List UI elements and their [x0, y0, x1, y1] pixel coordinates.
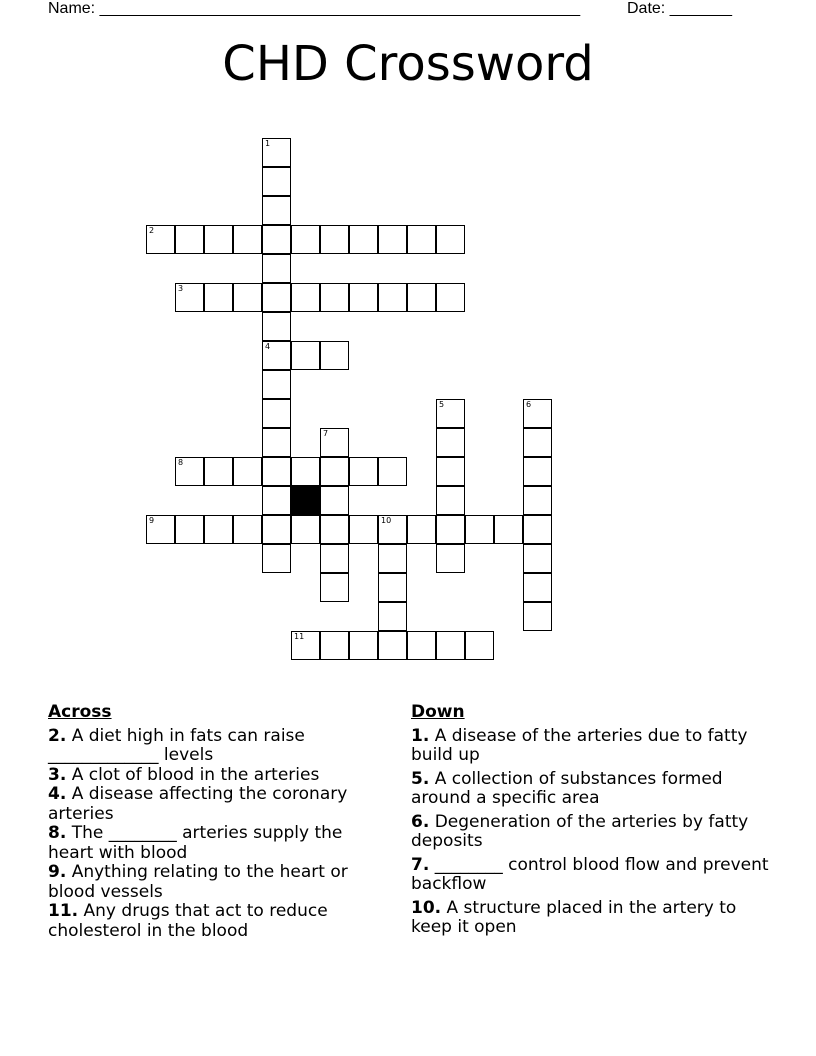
grid-cell[interactable] — [523, 544, 552, 573]
down-clue-list — [411, 727, 771, 938]
across-clue — [48, 766, 388, 786]
grid-cell[interactable] — [465, 515, 494, 544]
grid-cell[interactable] — [146, 515, 175, 544]
grid-cell[interactable] — [436, 428, 465, 457]
clue-number: 4 — [265, 342, 271, 351]
grid-cell[interactable] — [262, 544, 291, 573]
clue-text: A structure placed in the artery to keep it open — [411, 897, 737, 937]
grid-cell[interactable] — [204, 515, 233, 544]
down-clue — [411, 770, 771, 809]
grid-cell[interactable] — [291, 341, 320, 370]
grid-cell[interactable] — [523, 573, 552, 602]
grid-cell[interactable] — [291, 631, 320, 660]
across-clue-list — [48, 727, 388, 942]
date-field-label: Date: _______ — [627, 0, 732, 17]
down-clue — [411, 899, 771, 938]
down-clue — [411, 856, 771, 895]
grid-cell[interactable] — [523, 428, 552, 457]
clue-number-label: 4. — [48, 784, 67, 804]
grid-cell[interactable] — [378, 544, 407, 573]
down-clue — [411, 813, 771, 852]
grid-cell[interactable] — [378, 283, 407, 312]
across-heading: Across — [48, 702, 112, 722]
down-clue — [411, 727, 771, 766]
across-clue — [48, 727, 388, 766]
grid-cell[interactable] — [262, 399, 291, 428]
clue-number: 2 — [149, 226, 155, 235]
grid-cell[interactable] — [262, 225, 291, 254]
down-heading: Down — [411, 702, 465, 722]
grid-cell[interactable] — [233, 225, 262, 254]
grid-cell[interactable] — [204, 225, 233, 254]
name-field-label: Name: ______________________________________________________ — [48, 0, 581, 17]
grid-cell[interactable] — [320, 225, 349, 254]
across-clue — [48, 902, 388, 941]
page-title: CHD Crossword — [222, 36, 594, 92]
clue-number-label: 9. — [48, 862, 67, 882]
grid-cell[interactable] — [436, 544, 465, 573]
grid-cell[interactable] — [407, 225, 436, 254]
grid-cell[interactable] — [262, 138, 291, 167]
grid-cell[interactable] — [262, 457, 291, 486]
clue-number-label: 8. — [48, 823, 67, 843]
grid-cell[interactable] — [320, 573, 349, 602]
grid-cell[interactable] — [262, 341, 291, 370]
clue-number: 11 — [294, 632, 305, 641]
grid-cell[interactable] — [291, 515, 320, 544]
grid-cell[interactable] — [436, 515, 465, 544]
across-clues — [48, 703, 388, 941]
grid-cell[interactable] — [175, 515, 204, 544]
grid-cell[interactable] — [262, 254, 291, 283]
grid-cell[interactable] — [175, 225, 204, 254]
clue-number-label: 5. — [411, 768, 430, 789]
grid-cell[interactable] — [407, 283, 436, 312]
grid-cell[interactable] — [523, 486, 552, 515]
grid-cell[interactable] — [378, 225, 407, 254]
grid-cell[interactable] — [233, 283, 262, 312]
grid-cell[interactable] — [320, 544, 349, 573]
across-clue — [48, 863, 388, 902]
grid-cell[interactable] — [320, 486, 349, 515]
grid-cell[interactable] — [320, 428, 349, 457]
grid-cell[interactable] — [378, 602, 407, 631]
grid-cell[interactable] — [349, 225, 378, 254]
grid-cell[interactable] — [465, 631, 494, 660]
clue-number-label: 10. — [411, 897, 442, 918]
across-clue — [48, 824, 388, 863]
grid-cell[interactable] — [320, 341, 349, 370]
grid-cell[interactable] — [407, 631, 436, 660]
clue-number: 9 — [149, 516, 155, 525]
grid-cell[interactable] — [523, 515, 552, 544]
grid-cell[interactable] — [262, 167, 291, 196]
clue-number: 8 — [178, 458, 184, 467]
grid-cell[interactable] — [262, 370, 291, 399]
clue-number: 7 — [323, 429, 329, 438]
clue-number-label: 1. — [411, 725, 430, 746]
grid-cell[interactable] — [378, 515, 407, 544]
grid-cell[interactable] — [378, 457, 407, 486]
grid-cell[interactable] — [146, 225, 175, 254]
grid-cell[interactable] — [436, 225, 465, 254]
grid-cell[interactable] — [407, 515, 436, 544]
clue-number-label: 6. — [411, 811, 430, 832]
grid-cell[interactable] — [262, 196, 291, 225]
grid-cell[interactable] — [262, 312, 291, 341]
down-clues — [411, 703, 771, 942]
clue-number: 3 — [178, 284, 184, 293]
clue-number: 6 — [526, 400, 532, 409]
grid-cell[interactable] — [378, 631, 407, 660]
grid-cell[interactable] — [175, 283, 204, 312]
clue-text: Anything relating to the heart or blood vessels — [48, 862, 348, 902]
clue-text: A disease of the arteries due to fatty build up — [411, 725, 748, 765]
grid-cell[interactable] — [233, 457, 262, 486]
grid-cell[interactable] — [494, 515, 523, 544]
grid-cell[interactable] — [262, 486, 291, 515]
clue-text: ________ control blood flow and prevent backflow — [411, 854, 769, 894]
grid-cell[interactable] — [291, 225, 320, 254]
grid-cell[interactable] — [349, 457, 378, 486]
grid-cell[interactable] — [291, 283, 320, 312]
clue-text: A collection of substances formed around a specific area — [411, 768, 723, 808]
grid-cell[interactable] — [349, 631, 378, 660]
clue-number: 5 — [439, 400, 445, 409]
grid-cell[interactable] — [378, 573, 407, 602]
grid-cell[interactable] — [233, 515, 262, 544]
grid-cell[interactable] — [291, 457, 320, 486]
grid-cell[interactable] — [523, 399, 552, 428]
grid-cell[interactable] — [436, 399, 465, 428]
clue-number-label: 2. — [48, 725, 67, 746]
grid-cell[interactable] — [436, 631, 465, 660]
grid-cell[interactable] — [320, 515, 349, 544]
across-clue — [48, 785, 388, 824]
black-square — [291, 486, 320, 515]
clue-number: 10 — [381, 516, 392, 525]
grid-cell[interactable] — [320, 283, 349, 312]
grid-cell[interactable] — [204, 283, 233, 312]
grid-cell[interactable] — [436, 486, 465, 515]
grid-cell[interactable] — [204, 457, 233, 486]
clue-text: Any drugs that act to reduce cholesterol in the blood — [48, 901, 328, 941]
clue-text: The ________ arteries supply the heart with blood — [48, 823, 343, 863]
grid-cell[interactable] — [175, 457, 204, 486]
grid-cell[interactable] — [436, 457, 465, 486]
grid-cell[interactable] — [523, 602, 552, 631]
grid-cell[interactable] — [262, 283, 291, 312]
grid-cell[interactable] — [436, 283, 465, 312]
clue-text: A diet high in fats can raise _____________ levels — [48, 725, 305, 765]
clue-text: Degeneration of the arteries by fatty deposits — [411, 811, 749, 851]
grid-cell[interactable] — [262, 515, 291, 544]
clue-number-label: 7. — [411, 854, 430, 875]
clue-number-label: 11. — [48, 901, 79, 921]
grid-cell[interactable] — [262, 428, 291, 457]
clue-number-label: 3. — [48, 764, 67, 785]
grid-cell[interactable] — [349, 283, 378, 312]
grid-cell[interactable] — [349, 515, 378, 544]
clue-number: 1 — [265, 139, 271, 148]
grid-cell[interactable] — [523, 457, 552, 486]
clue-text: A disease affecting the coronary arteries — [48, 784, 348, 824]
clue-text: A clot of blood in the arteries — [66, 764, 320, 785]
grid-cell[interactable] — [320, 457, 349, 486]
grid-cell[interactable] — [320, 631, 349, 660]
